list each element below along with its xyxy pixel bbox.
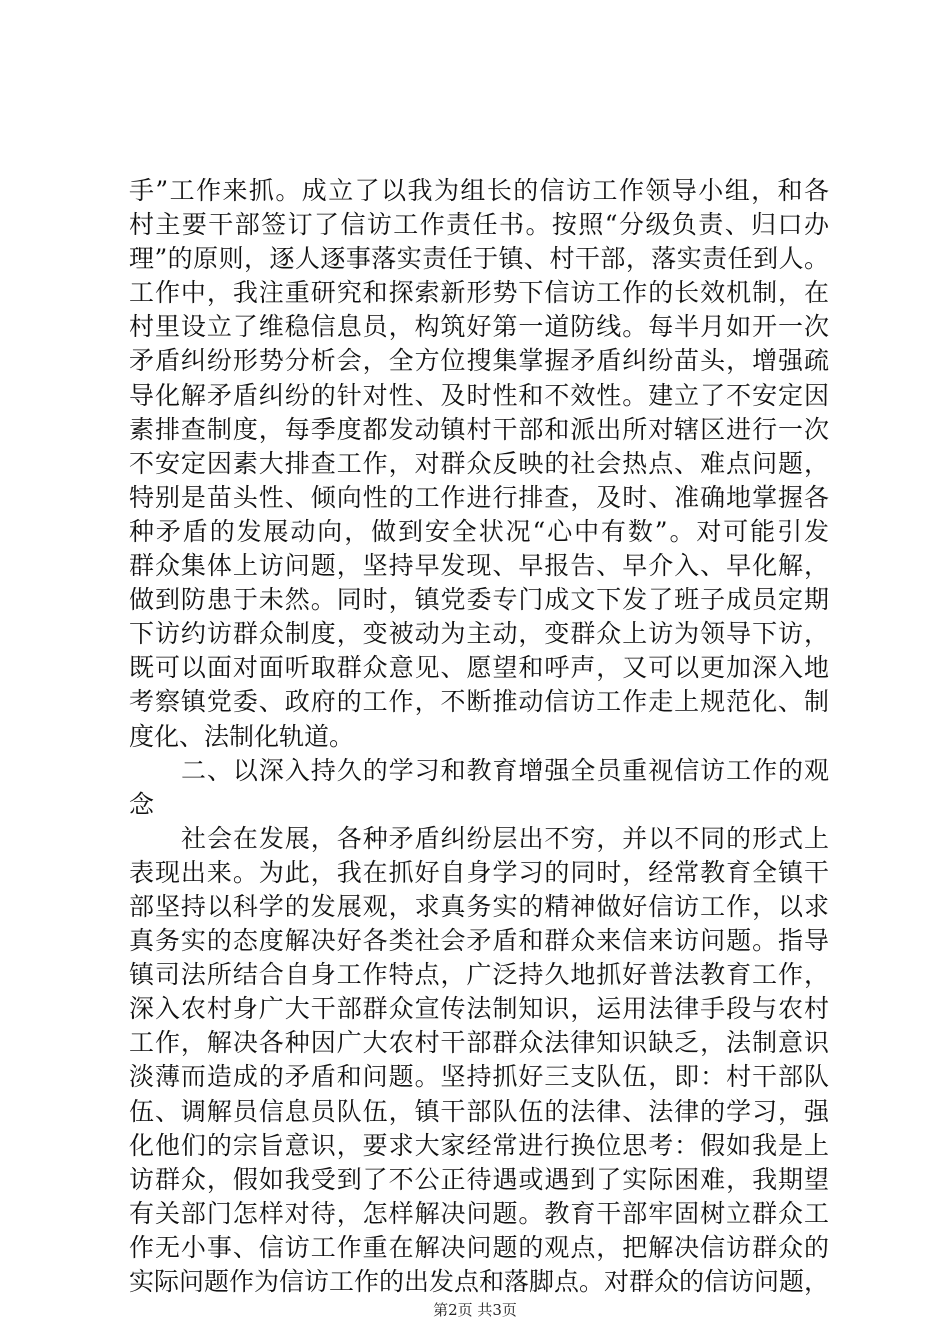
text-line: 真务实的态度解决好各类社会矛盾和群众来信来访问题。指导 xyxy=(129,926,829,956)
text-line: 度化、法制化轨道。 xyxy=(129,721,355,751)
text-line: 手”工作来抓。成立了以我为组长的信访工作领导小组，和各 xyxy=(129,176,829,205)
text-line: 下访约访群众制度，变被动为主动，变群众上访为领导下访， xyxy=(129,619,829,649)
text-line: 访群众，假如我受到了不公正待遇或遇到了实际困难，我期望 xyxy=(129,1164,829,1194)
text-line: 淡薄而造成的矛盾和问题。坚持抓好三支队伍，即：村干部队 xyxy=(129,1062,829,1092)
text-line: 有关部门怎样对待，怎样解决问题。教育干部牢固树立群众工 xyxy=(129,1198,829,1228)
text-line: 作无小事、信访工作重在解决问题的观点，把解决信访群众的 xyxy=(129,1232,829,1262)
text-line: 理”的原则，逐人逐事落实责任于镇、村干部，落实责任到人。 xyxy=(129,244,829,274)
text-line: 工作中，我注重研究和探索新形势下信访工作的长效机制，在 xyxy=(129,278,829,308)
section-heading-2 xyxy=(129,754,829,822)
text-line: 素排查制度，每季度都发动镇村干部和派出所对辖区进行一次 xyxy=(129,414,829,444)
paragraph-education xyxy=(129,822,829,1299)
text-line: 村主要干部签订了信访工作责任书。按照“分级负责、归口办 xyxy=(129,210,829,240)
text-line: 矛盾纠纷形势分析会，全方位搜集掌握矛盾纠纷苗头，增强疏 xyxy=(129,346,829,376)
text-line: 化他们的宗旨意识，要求大家经常进行换位思考：假如我是上 xyxy=(129,1130,829,1160)
paragraph-work-mechanism xyxy=(129,174,829,754)
document-body xyxy=(129,174,829,1299)
text-line: 部坚持以科学的发展观，求真务实的精神做好信访工作，以求 xyxy=(129,891,829,921)
text-line: 既可以面对面听取群众意见、愿望和呼声，又可以更加深入地 xyxy=(129,653,829,683)
text-line: 不安定因素大排查工作，对群众反映的社会热点、难点问题， xyxy=(129,448,829,478)
heading-line: 二、以深入持久的学习和教育增强全员重视信访工作的观 xyxy=(181,755,829,785)
text-line: 特别是苗头性、倾向性的工作进行排查，及时、准确地掌握各 xyxy=(129,482,829,512)
text-line: 深入农村身广大干部群众宣传法制知识，运用法律手段与农村 xyxy=(129,994,829,1024)
text-line: 工作，解决各种因广大农村干部群众法律知识缺乏，法制意识 xyxy=(129,1028,829,1058)
text-line: 伍、调解员信息员队伍，镇干部队伍的法律、法律的学习，强 xyxy=(129,1096,829,1126)
text-line: 种矛盾的发展动向，做到安全状况“心中有数”。对可能引发 xyxy=(129,516,829,546)
text-line: 做到防患于未然。同时，镇党委专门成文下发了班子成员定期 xyxy=(129,585,829,615)
text-line: 镇司法所结合自身工作特点，广泛持久地抓好普法教育工作， xyxy=(129,960,829,990)
text-line: 社会在发展，各种矛盾纠纷层出不穷，并以不同的形式上 xyxy=(181,823,829,853)
text-line: 实际问题作为信访工作的出发点和落脚点。对群众的信访问题， xyxy=(129,1267,830,1296)
page-number-footer: 第2页 共3页 xyxy=(433,1301,517,1319)
text-line: 考察镇党委、政府的工作，不断推动信访工作走上规范化、制 xyxy=(129,687,829,717)
text-line: 群众集体上访问题，坚持早发现、早报告、早介入、早化解， xyxy=(129,551,829,581)
text-line: 导化解矛盾纠纷的针对性、及时性和不效性。建立了不安定因 xyxy=(129,380,829,410)
text-line: 表现出来。为此，我在抓好自身学习的同时，经常教育全镇干 xyxy=(129,857,829,887)
heading-line: 念 xyxy=(129,789,155,819)
text-line: 村里设立了维稳信息员，构筑好第一道防线。每半月如开一次 xyxy=(129,312,829,342)
